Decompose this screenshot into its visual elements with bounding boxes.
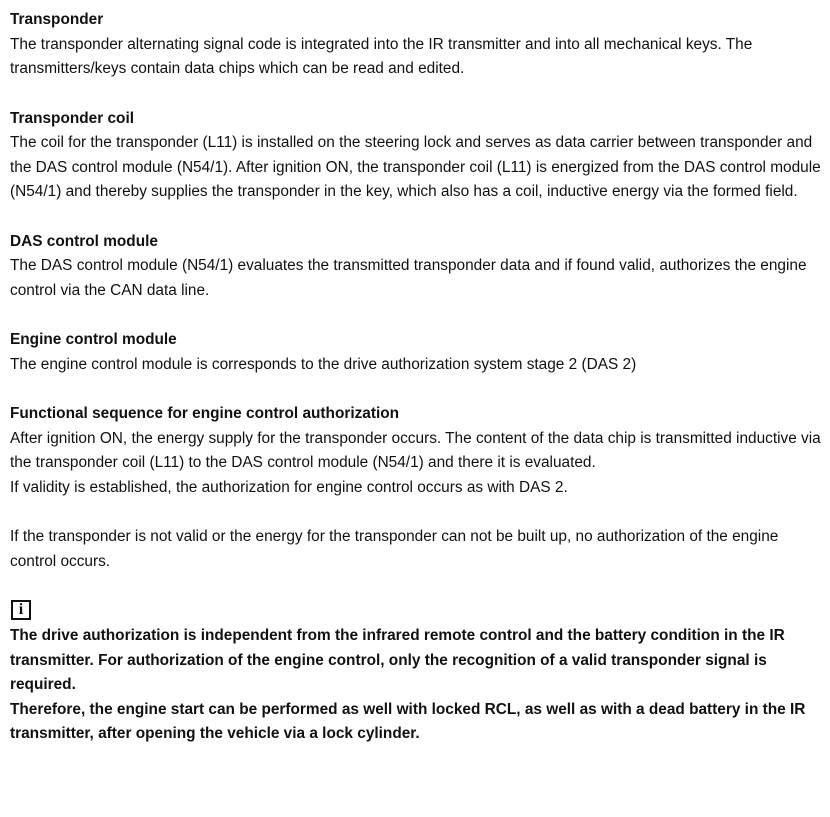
- section-heading: Transponder coil: [10, 109, 135, 127]
- section-heading: Transponder: [10, 11, 104, 28]
- section-heading: DAS control module: [10, 232, 158, 250]
- document-page: [10, 8, 825, 747]
- section-paragraph: The coil for the transponder (L11) is installed on the steering lock and serves as data carrier between transponder and the DAS control module (N54/1). After ignition ON, the transponder coil (L11) is energized from the DAS control module (N54/1) and thereby supplies the transponder in the key, which also has a coil, inductive energy via the formed field.: [10, 134, 821, 200]
- section-paragraph: The transponder alternating signal code is integrated into the IR transmitter and into all mechanical keys. The transmitters/keys contain data chips which can be read and edited.: [10, 35, 753, 77]
- section-transponder-coil: [10, 107, 825, 205]
- invalid-transponder-paragraph: If the transponder is not valid or the energy for the transponder can not be built up, no authorization of the engine control occurs.: [10, 528, 779, 570]
- note-paragraph: Therefore, the engine start can be performed as well with locked RCL, as well as with a dead battery in the IR transmitter, after opening the vehicle via a lock cylinder.: [10, 700, 806, 742]
- section-engine-control-module: [10, 328, 825, 377]
- section-paragraph: The DAS control module (N54/1) evaluates the transmitted transponder data and if found valid, authorizes the engine control via the CAN data line.: [10, 257, 807, 299]
- section-paragraph: After ignition ON, the energy supply for the transponder occurs. The content of the data chip is transmitted inductive via the transponder coil (L11) to the DAS control module (N54/1) and there it is evaluated.: [10, 429, 821, 471]
- section-paragraph: If validity is established, the authorization for engine control occurs as with DAS 2.: [10, 478, 568, 496]
- section-heading: Functional sequence for engine control authorization: [10, 405, 400, 422]
- section-heading: Engine control module: [10, 331, 177, 348]
- section-transponder: [10, 8, 825, 82]
- section-das-control-module: [10, 230, 825, 304]
- info-icon: i: [11, 600, 31, 620]
- section-functional-sequence: [10, 402, 825, 500]
- section-paragraph: The engine control module is corresponds to the drive authorization system stage 2 (DAS 2): [10, 355, 637, 373]
- note-paragraph: The drive authorization is independent from the infrared remote control and the battery condition in the IR transmitter. For authorization of the engine control, only the recognition of a valid transponder signal is required.: [10, 627, 785, 693]
